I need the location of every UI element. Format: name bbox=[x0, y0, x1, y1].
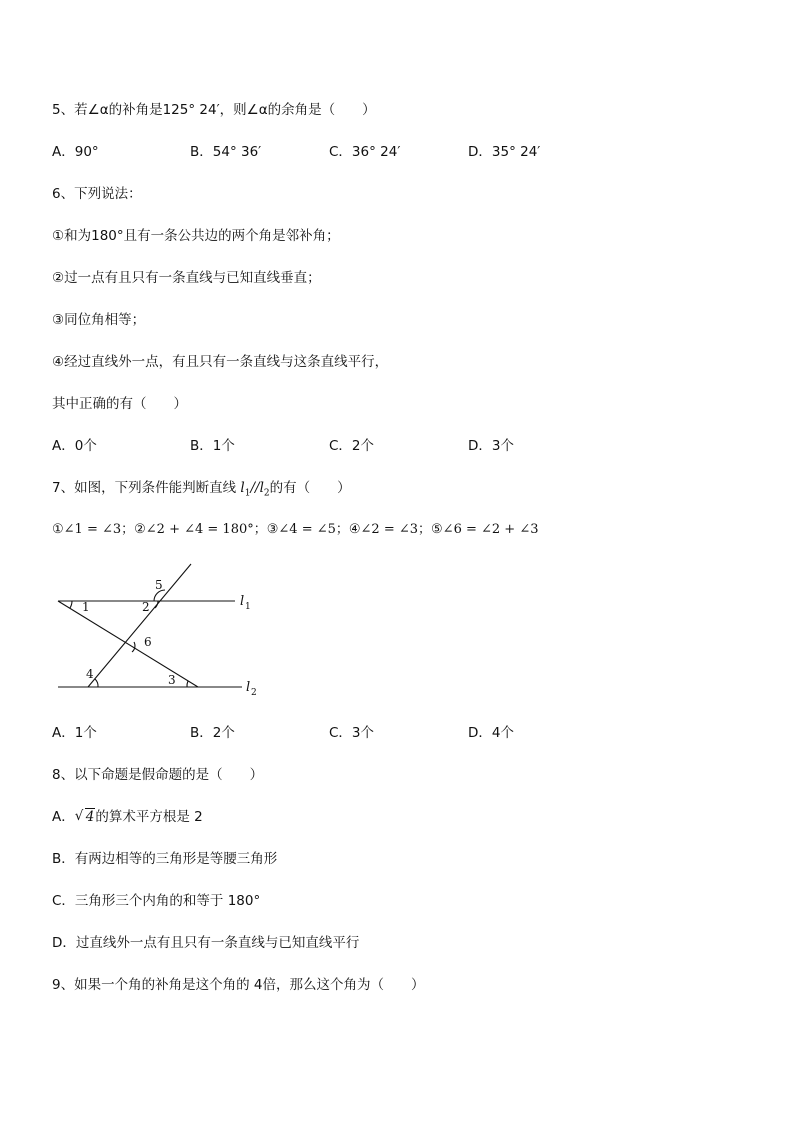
q5-option-c: C．36° 24′ bbox=[329, 144, 401, 160]
q6-option-b: B．1个 bbox=[190, 438, 235, 454]
q7-stem-after: 的有（ ） bbox=[269, 480, 351, 496]
q8-option-c: C．三角形三个内角的和等于 180° bbox=[52, 893, 261, 909]
line-label-l2: l bbox=[246, 680, 251, 695]
q6-statement-2: ②过一点有且只有一条直线与已知直线垂直； bbox=[52, 270, 321, 286]
q6-option-c: C．2个 bbox=[329, 438, 375, 454]
q5-option-a: A．90° bbox=[52, 144, 99, 160]
q7-figure bbox=[50, 560, 280, 700]
q8-option-a-suffix: 的算术平方根是 2 bbox=[95, 809, 203, 825]
q7-option-a: A．1个 bbox=[52, 725, 97, 741]
parallel-symbol: // bbox=[250, 480, 260, 496]
q8-stem: 8、以下命题是假命题的是（ ） bbox=[52, 767, 264, 783]
radicand: 4 bbox=[85, 809, 95, 825]
q7-conditions: ①∠1 = ∠3；②∠2 + ∠4 = 180°；③∠4 = ∠5；④∠2 = ∠3；⑤∠6 = ∠2 + ∠3 bbox=[52, 522, 539, 537]
q5-stem: 5、若∠α的补角是125° 24′，则∠α的余角是（ ） bbox=[52, 102, 376, 118]
q7-option-d: D．4个 bbox=[468, 725, 514, 741]
radical-sign: √ bbox=[74, 808, 84, 824]
line-label-l2-sub: 2 bbox=[251, 688, 257, 698]
line-l1-name: l bbox=[240, 480, 245, 496]
sqrt-expression bbox=[75, 808, 96, 826]
angle-arc-1 bbox=[70, 601, 72, 608]
q9-stem: 9、如果一个角的补角是这个角的 4倍，那么这个角为（ ） bbox=[52, 977, 425, 993]
transversal-2 bbox=[88, 564, 191, 687]
q5-option-b: B．54° 36′ bbox=[190, 144, 262, 160]
line-l2-name: l bbox=[259, 480, 264, 496]
q7-stem-before: 7、如图，下列条件能判断直线 bbox=[52, 480, 241, 496]
angle-label-5: 5 bbox=[155, 578, 163, 592]
q6-tail: 其中正确的有（ ） bbox=[52, 396, 187, 412]
line-l1-subscript: 1 bbox=[244, 488, 251, 499]
angle-arc-3 bbox=[187, 681, 188, 687]
q8-option-b: B．有两边相等的三角形是等腰三角形 bbox=[52, 851, 278, 867]
q7-stem bbox=[52, 479, 351, 503]
line-l2-subscript: 2 bbox=[263, 488, 270, 499]
q7-option-c: C．3个 bbox=[329, 725, 375, 741]
angle-label-2: 2 bbox=[142, 600, 150, 614]
q7-option-b: B．2个 bbox=[190, 725, 235, 741]
q6-statement-3: ③同位角相等； bbox=[52, 312, 146, 328]
q6-stem: 6、下列说法： bbox=[52, 186, 142, 202]
angle-label-3: 3 bbox=[168, 673, 176, 687]
angle-label-1: 1 bbox=[82, 600, 90, 614]
q6-statement-4: ④经过直线外一点，有且只有一条直线与这条直线平行， bbox=[52, 354, 389, 370]
q8-option-a-prefix: A． bbox=[52, 809, 75, 825]
angle-arc-4 bbox=[95, 679, 98, 687]
q6-option-a: A．0个 bbox=[52, 438, 97, 454]
angle-label-4: 4 bbox=[86, 667, 94, 681]
q8-option-d: D．过直线外一点有且只有一条直线与已知直线平行 bbox=[52, 935, 360, 951]
line-label-l1-sub: 1 bbox=[245, 602, 251, 612]
line-label-l1: l bbox=[240, 594, 245, 609]
transversal-1 bbox=[58, 601, 198, 687]
q6-option-d: D．3个 bbox=[468, 438, 514, 454]
angle-label-6: 6 bbox=[144, 635, 152, 649]
q8-option-a bbox=[52, 808, 203, 826]
q5-option-d: D．35° 24′ bbox=[468, 144, 541, 160]
q6-statement-1: ①和为180°且有一条公共边的两个角是邻补角； bbox=[52, 228, 340, 244]
